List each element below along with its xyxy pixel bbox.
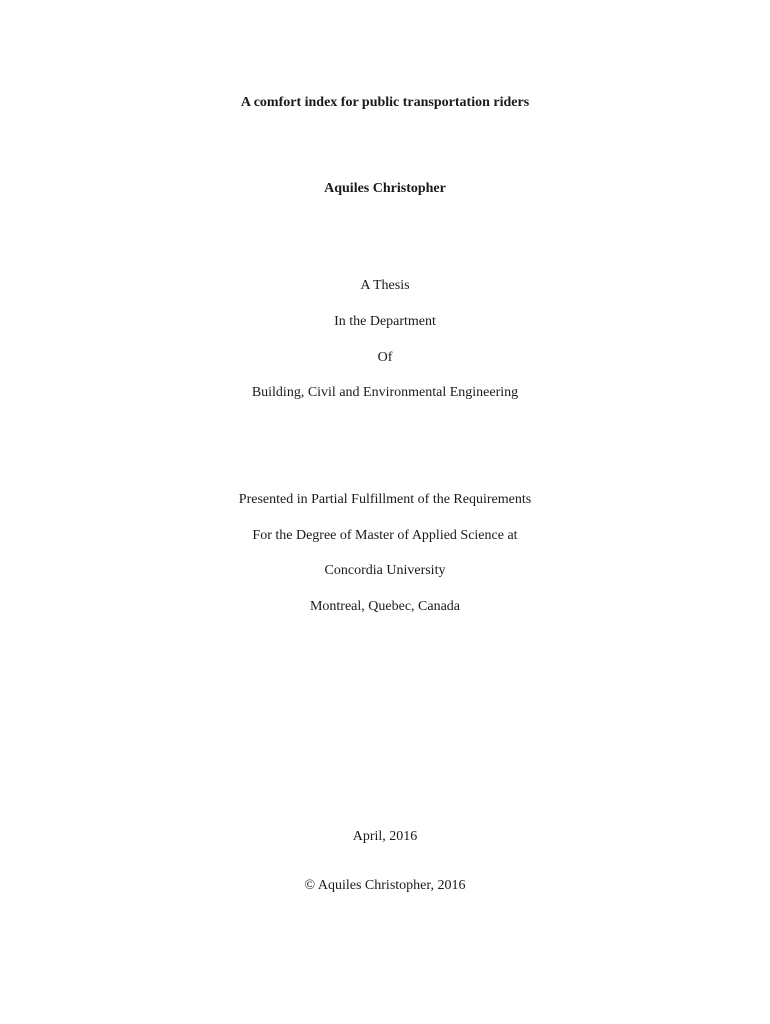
fulfillment-statement: Presented in Partial Fulfillment of the Requirements bbox=[238, 492, 532, 507]
department-label: In the Department bbox=[334, 314, 436, 329]
degree-statement: For the Degree of Master of Applied Science at bbox=[252, 528, 518, 543]
of-label: Of bbox=[377, 350, 393, 365]
department-name: Building, Civil and Environmental Engineering bbox=[251, 385, 519, 400]
thesis-title: A comfort index for public transportation riders bbox=[240, 95, 530, 110]
submission-date: April, 2016 bbox=[352, 829, 418, 844]
thesis-label: A Thesis bbox=[360, 278, 410, 293]
university-name: Concordia University bbox=[324, 563, 446, 578]
location: Montreal, Quebec, Canada bbox=[309, 599, 461, 614]
copyright-notice: © Aquiles Christopher, 2016 bbox=[304, 878, 466, 893]
author-name: Aquiles Christopher bbox=[324, 181, 446, 196]
